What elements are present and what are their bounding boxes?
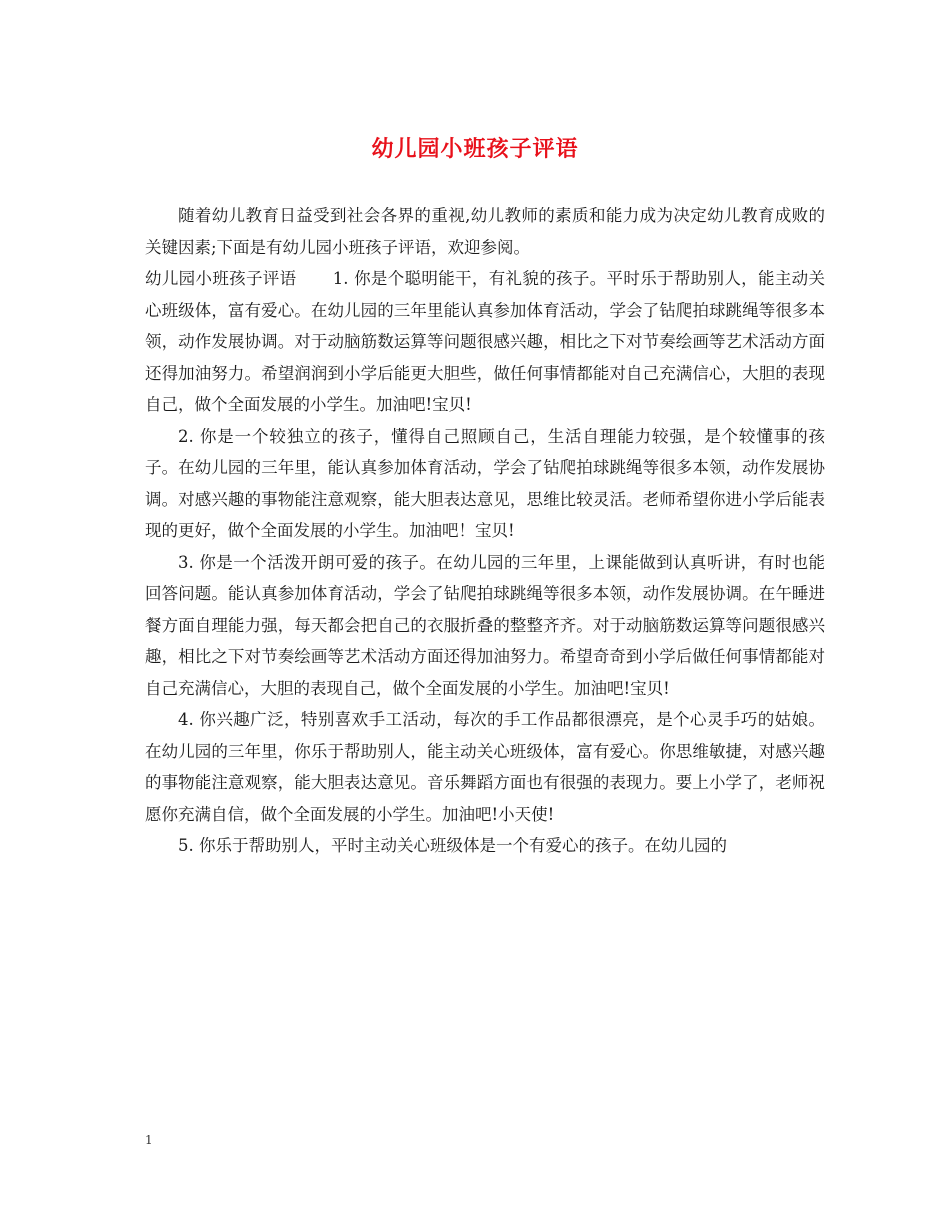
comment-paragraph-3: 3. 你是一个活泼开朗可爱的孩子。在幼儿园的三年里，上课能做到认真听讲，有时也能回答问题。能认真参加体育活动，学会了钻爬拍球跳绳等很多本领，动作发展协调。在午睡进餐方面自理能力强，每天都会把自己的衣服折叠的整整齐齐。对于动脑筋数运算等问题很感兴趣，相比之下对节奏绘画等艺术活动方面还得加油努力。希望奇奇到小学后做任何事情都能对自己充满信心，大胆的表现自己，做个全面发展的小学生。加油吧!宝贝! <box>145 552 825 698</box>
page-number: 1 <box>145 1133 153 1147</box>
comment-paragraph-5: 5. 你乐于帮助别人，平时主动关心班级体是一个有爱心的孩子。在幼儿园的 <box>178 836 727 855</box>
comment-1-text: 1. 你是个聪明能干，有礼貌的孩子。平时乐于帮助别人，能主动关心班级体，富有爱心。在幼儿园的三年里能认真参加体育活动，学会了钻爬拍球跳绳等很多本领，动作发展协调。对于动脑筋数运算等问题很感兴趣，相比之下对节奏绘画等艺术活动方面还得加油努力。希望润润到小学后能更大胆些，做任何事情都能对自己充满信心，大胆的表现自己，做个全面发展的小学生。加油吧!宝贝! <box>145 269 825 414</box>
comment-paragraph-2: 2. 你是一个较独立的孩子，懂得自己照顾自己，生活自理能力较强，是个较懂事的孩子。在幼儿园的三年里，能认真参加体育活动，学会了钻爬拍球跳绳等很多本领，动作发展协调。对感兴趣的事物能注意观察，能大胆表达意见，思维比较灵活。老师希望你进小学后能表现的更好，做个全面发展的小学生。加油吧！宝贝! <box>145 426 825 540</box>
page-title: 幼儿园小班孩子评语 <box>371 136 579 162</box>
comment-paragraph-1 <box>145 263 825 421</box>
comment-paragraph-4: 4. 你兴趣广泛，特别喜欢手工活动，每次的手工作品都很漂亮，是个心灵手巧的姑娘。在幼儿园的三年里，你乐于帮助别人，能主动关心班级体，富有爱心。你思维敏捷，对感兴趣的事物能注意观察，能大胆表达意见。音乐舞蹈方面也有很强的表现力。要上小学了，老师祝愿你充满自信，做个全面发展的小学生。加油吧!小天使! <box>145 710 825 824</box>
document-body <box>145 200 825 862</box>
intro-paragraph: 随着幼儿教育日益受到社会各界的重视,幼儿教师的素质和能力成为决定幼儿教育成败的关键因素;下面是有幼儿园小班孩子评语，欢迎参阅。 <box>145 206 825 257</box>
section-label: 幼儿园小班孩子评语 <box>145 269 297 288</box>
